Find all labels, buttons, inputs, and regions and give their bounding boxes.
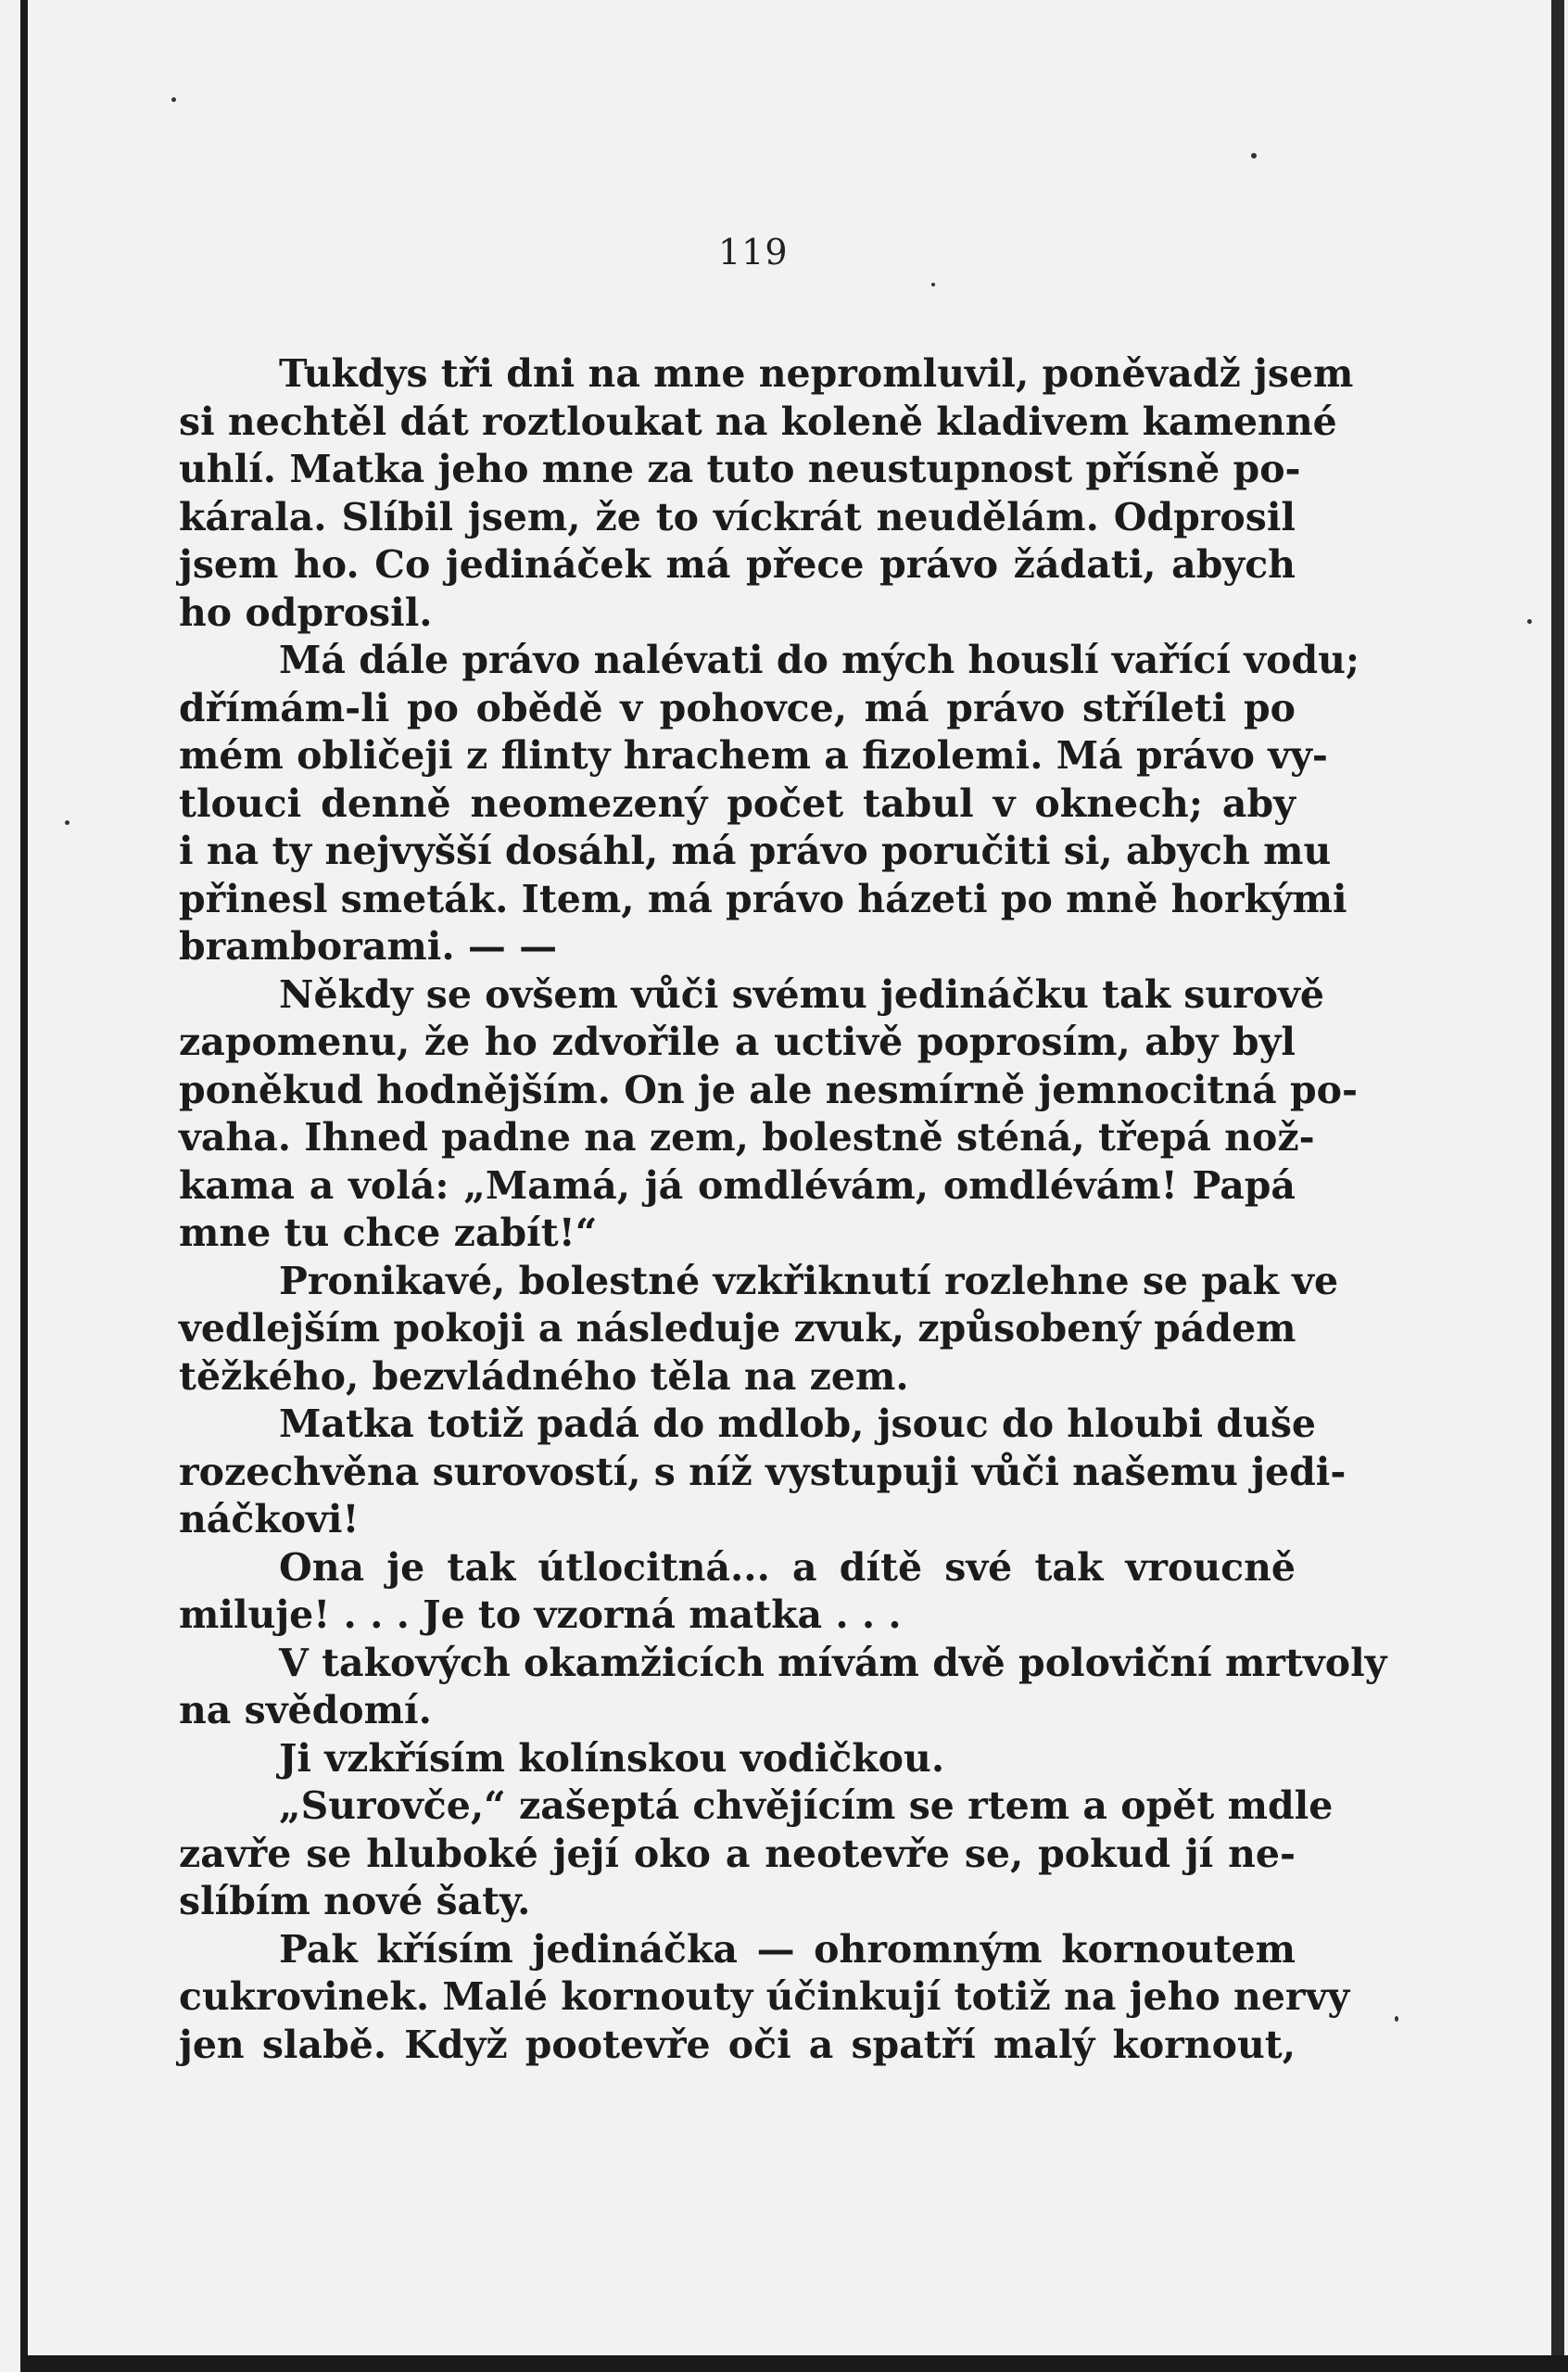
- text-line: miluje! . . . Je to vzorná matka . . .: [179, 1592, 902, 1637]
- text-line: náčkovi!: [179, 1497, 360, 1541]
- text-line: tlouci denně neomezený počet tabul v oknech; aby: [179, 780, 1296, 826]
- body-text: [179, 350, 1387, 2069]
- text-line: i na ty nejvyšší dosáhl, má právo poručiti si, abych mu: [179, 829, 1332, 873]
- scan-speck: [1251, 153, 1257, 159]
- text-line: dřímám-li po obědě v pohovce, má právo stříleti po: [179, 685, 1296, 730]
- scan-border-right: [1551, 0, 1564, 2372]
- text-line: Někdy se ovšem vůči svému jedináčku tak surově: [279, 971, 1325, 1017]
- text-line: jsem ho. Co jedináček má přece právo žádati, abych: [179, 542, 1296, 587]
- text-line: slíbím nové šaty.: [179, 1879, 531, 1923]
- text-line: poněkud hodnějším. On je ale nesmírně jemnocitná po-: [179, 1067, 1359, 1112]
- text-line: rozechvěna surovostí, s níž vystupuji vůči našemu jedi-: [179, 1449, 1347, 1494]
- scan-speck: [171, 97, 176, 102]
- text-line: přinesl smeták. Item, má právo házeti po mně horkými: [179, 876, 1347, 921]
- text-line: Pak křísím jedináčka — ohromným kornoutem: [279, 1926, 1296, 1972]
- text-line: Matka totiž padá do mdlob, jsouc do hloubi duše: [279, 1402, 1317, 1446]
- text-line: vedlejším pokoji a následuje zvuk, způsobený pádem: [179, 1306, 1296, 1351]
- scan-speck: [65, 820, 70, 825]
- text-line: Pronikavé, bolestné vzkřiknutí rozlehne se pak ve: [279, 1258, 1339, 1303]
- text-line: uhlí. Matka jeho mne za tuto neustupnost přísně po-: [179, 447, 1301, 491]
- text-line: zapomenu, že ho zdvořile a uctivě poprosím, aby byl: [179, 1020, 1296, 1064]
- text-line: V takových okamžicích mívám dvě poloviční mrtvoly: [279, 1640, 1387, 1685]
- text-line: kama a volá: „Mamá, já omdlévám, omdlévám! Papá: [179, 1162, 1296, 1208]
- text-line: Ona je tak útlocitná... a dítě své tak vroucně: [279, 1544, 1296, 1590]
- scan-speck: [1527, 619, 1532, 624]
- scan-speck: [931, 283, 935, 286]
- text-line: kárala. Slíbil jsem, že to víckrát neudělám. Odprosil: [179, 494, 1296, 539]
- page-number: 119: [718, 232, 789, 273]
- scan-speck: [1395, 2016, 1398, 2022]
- text-line: vaha. Ihned padne na zem, bolestně sténá, třepá nož-: [179, 1115, 1315, 1160]
- text-line: Má dále právo nalévati do mých houslí vařící vodu;: [279, 638, 1360, 682]
- scan-border-left: [20, 0, 28, 2372]
- text-line: si nechtěl dát roztloukat na koleně kladivem kamenné: [179, 399, 1337, 444]
- text-line: cukrovinek. Malé kornouty účinkují totiž na jeho nervy: [179, 1974, 1350, 2019]
- text-line: ho odprosil.: [179, 590, 433, 635]
- scan-border-bottom: [20, 2355, 1568, 2372]
- text-line: „Surovče,“ zašeptá chvějícím se rtem a opět mdle: [279, 1783, 1334, 1828]
- text-line: mém obličeji z flinty hrachem a fizolemi. Má právo vy-: [179, 733, 1328, 778]
- text-line: Ji vzkřísím kolínskou vodičkou.: [279, 1735, 945, 1781]
- text-line: těžkého, bezvládného těla na zem.: [179, 1353, 909, 1399]
- text-line: Tukdys tři dni na mne nepromluvil, poněvadž jsem: [279, 351, 1354, 396]
- text-line: bramborami. — —: [179, 924, 558, 969]
- text-line: jen slabě. Když pootevře oči a spatří malý kornout,: [179, 2022, 1296, 2067]
- text-line: na svědomí.: [179, 1688, 432, 1732]
- text-line: mne tu chce zabít!“: [179, 1211, 598, 1255]
- text-line: zavře se hluboké její oko a neotevře se, pokud jí ne-: [179, 1831, 1296, 1876]
